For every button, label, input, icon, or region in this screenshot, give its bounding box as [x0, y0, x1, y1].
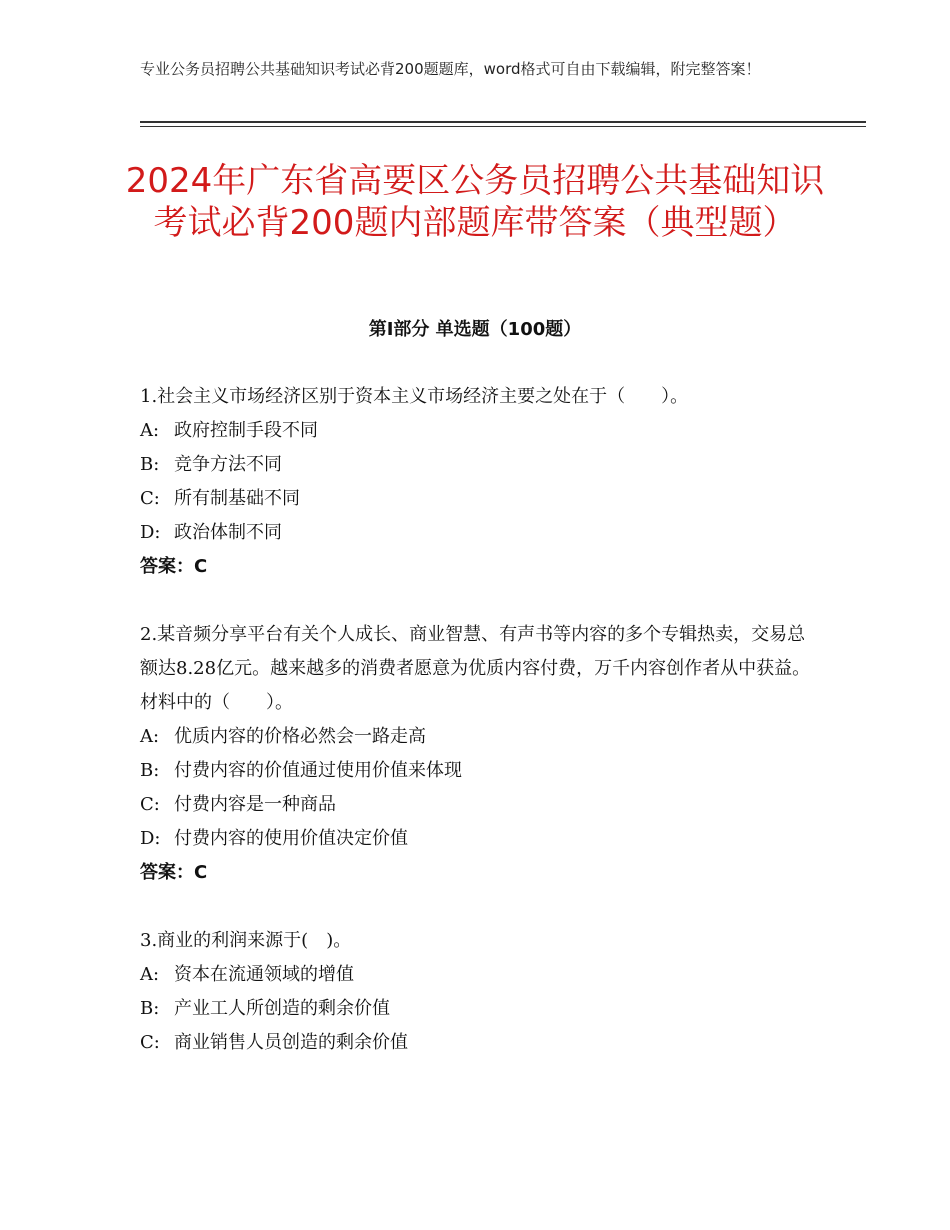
- answer-line: 答案：C: [140, 556, 208, 577]
- option-letter: A:: [140, 420, 160, 441]
- option-letter: C:: [140, 488, 160, 509]
- option-text: 政治体制不同: [174, 522, 282, 543]
- option-text: 优质内容的价格必然会一路走高: [174, 726, 426, 747]
- option-text: 付费内容的使用价值决定价值: [174, 828, 408, 849]
- option-text: 商业销售人员创造的剩余价值: [174, 1032, 408, 1053]
- question-stem: 1.社会主义市场经济区别于资本主义市场经济主要之处在于（ ）。: [140, 386, 689, 407]
- option-letter: B:: [140, 760, 160, 781]
- option-letter: C:: [140, 1032, 160, 1053]
- option-b: [140, 992, 820, 1026]
- option-text: 资本在流通领域的增值: [174, 964, 354, 985]
- question-1: [140, 380, 820, 584]
- option-text: 产业工人所创造的剩余价值: [174, 998, 390, 1019]
- header-note: 专业公务员招聘公共基础知识考试必背200题题库，word格式可自由下载编辑，附完整答案！: [140, 60, 761, 78]
- option-letter: B:: [140, 998, 160, 1019]
- option-a: [140, 414, 820, 448]
- option-d: [140, 822, 820, 856]
- question-stem: 3.商业的利润来源于( )。: [140, 930, 352, 951]
- option-c: [140, 788, 820, 822]
- header-divider-thin: [140, 126, 866, 127]
- question-list: [140, 380, 820, 1094]
- option-letter: C:: [140, 794, 160, 815]
- option-letter: B:: [140, 454, 160, 475]
- option-c: [140, 1026, 820, 1060]
- option-text: 政府控制手段不同: [174, 420, 318, 441]
- question-2: [140, 618, 820, 890]
- option-letter: A:: [140, 964, 160, 985]
- option-a: [140, 720, 820, 754]
- option-a: [140, 958, 820, 992]
- question-stem: 2.某音频分享平台有关个人成长、商业智慧、有声书等内容的多个专辑热卖，交易总额达8.28亿元。越来越多的消费者愿意为优质内容付费，万千内容创作者从中获益。材料中的（ ）。: [140, 624, 811, 713]
- section-title: 第Ⅰ部分 单选题（100题）: [368, 319, 582, 340]
- option-text: 付费内容的价值通过使用价值来体现: [174, 760, 462, 781]
- question-3: [140, 924, 820, 1060]
- option-text: 竞争方法不同: [174, 454, 282, 475]
- option-letter: D:: [140, 828, 161, 849]
- option-letter: D:: [140, 522, 161, 543]
- option-b: [140, 448, 820, 482]
- document-title: 2024年广东省高要区公务员招聘公共基础知识考试必背200题内部题库带答案（典型题）: [125, 161, 825, 243]
- option-letter: A:: [140, 726, 160, 747]
- option-text: 所有制基础不同: [174, 488, 300, 509]
- option-text: 付费内容是一种商品: [174, 794, 336, 815]
- option-b: [140, 754, 820, 788]
- option-c: [140, 482, 820, 516]
- option-d: [140, 516, 820, 550]
- header-divider-thick: [140, 121, 866, 123]
- answer-line: 答案：C: [140, 862, 208, 883]
